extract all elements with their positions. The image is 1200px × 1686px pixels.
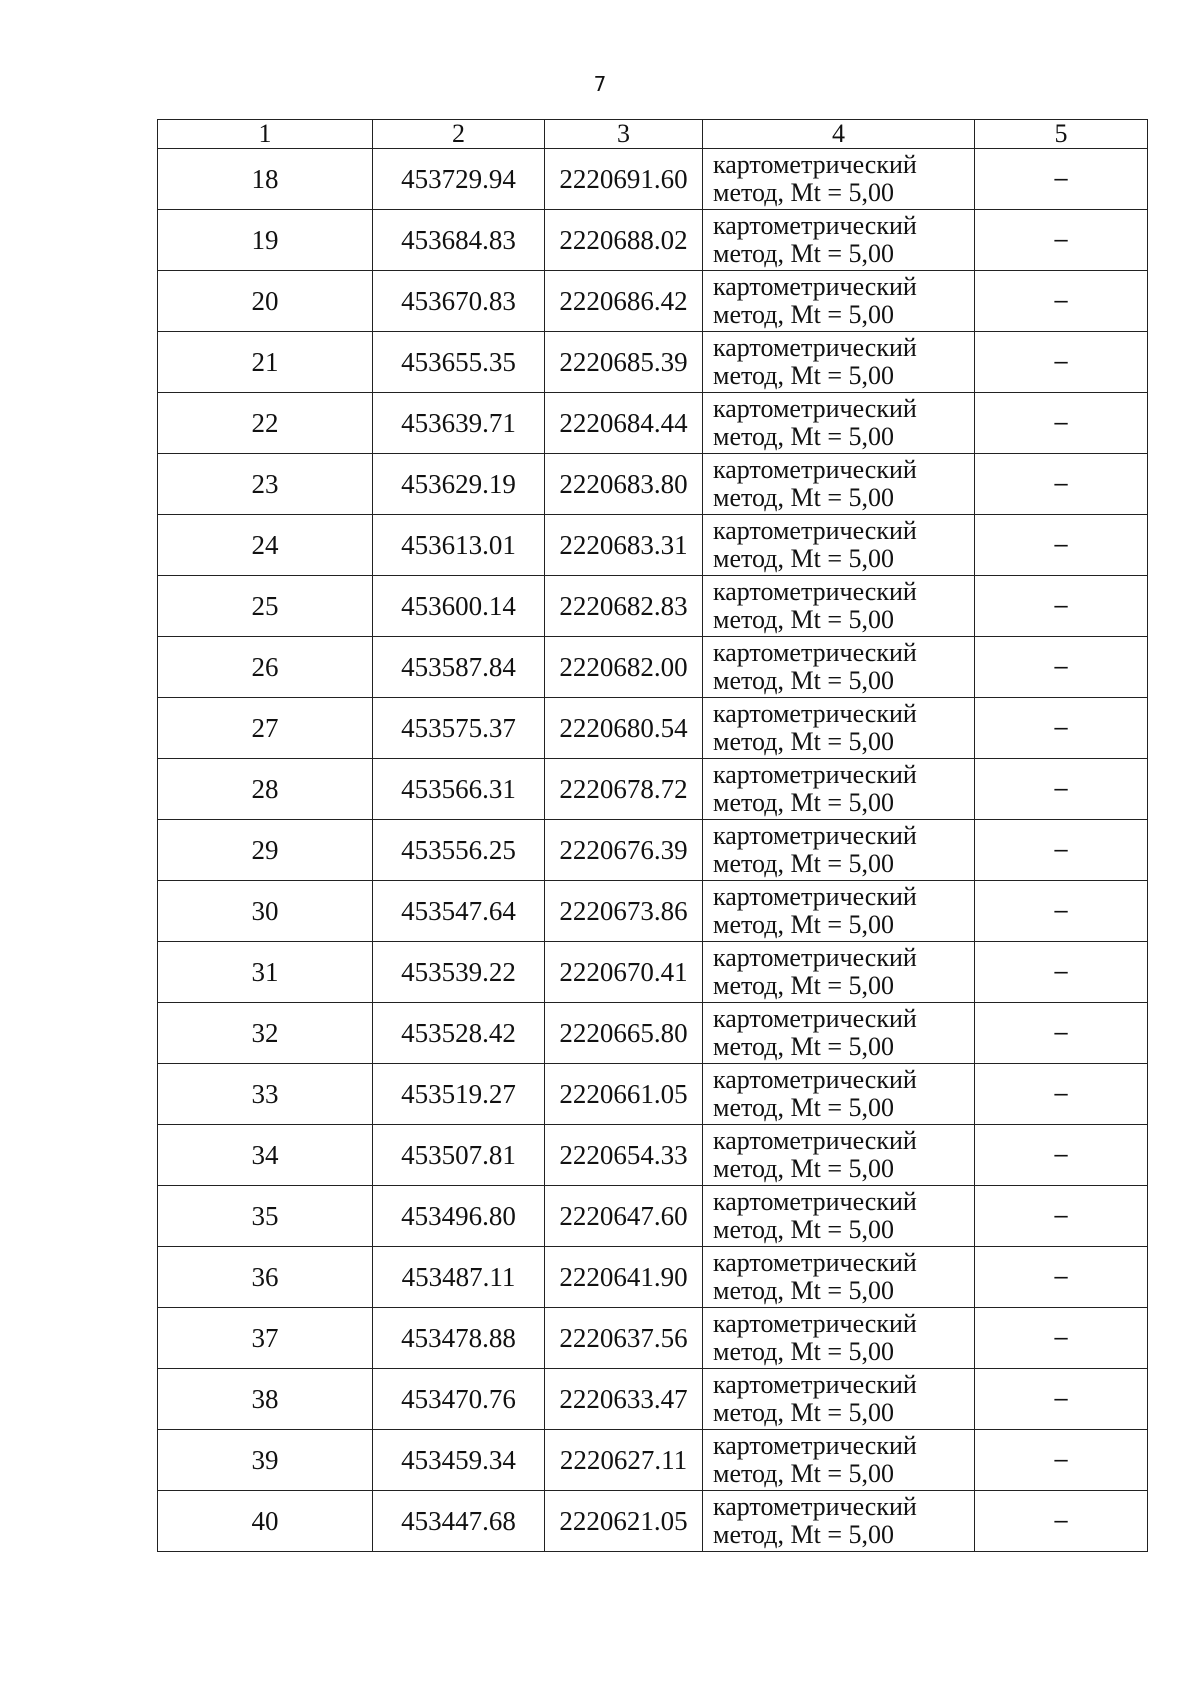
page-number: 7 (593, 72, 607, 96)
method-line-1: картометрический (713, 1492, 917, 1521)
method-cell (703, 1491, 975, 1552)
y-coordinate-cell: 2220676.39 (545, 820, 703, 881)
y-coordinate-cell: 2220678.72 (545, 759, 703, 820)
note-cell: – (975, 1247, 1148, 1308)
table-row (158, 332, 1148, 393)
method-cell (703, 1186, 975, 1247)
method-line-1: картометрический (713, 1004, 917, 1033)
x-coordinate-cell: 453613.01 (373, 515, 545, 576)
method-cell (703, 1064, 975, 1125)
method-cell (703, 759, 975, 820)
table-row (158, 271, 1148, 332)
point-number-cell: 31 (158, 942, 373, 1003)
table-row (158, 942, 1148, 1003)
table-row (158, 881, 1148, 942)
y-coordinate-cell: 2220633.47 (545, 1369, 703, 1430)
x-coordinate-cell: 453655.35 (373, 332, 545, 393)
point-number-cell: 27 (158, 698, 373, 759)
method-cell (703, 332, 975, 393)
point-number-cell: 39 (158, 1430, 373, 1491)
x-coordinate-cell: 453547.64 (373, 881, 545, 942)
method-line-2: метод, Mt = 5,00 (713, 1337, 894, 1366)
note-cell: – (975, 1430, 1148, 1491)
y-coordinate-cell: 2220665.80 (545, 1003, 703, 1064)
y-coordinate-cell: 2220691.60 (545, 149, 703, 210)
point-number-cell: 20 (158, 271, 373, 332)
point-number-cell: 22 (158, 393, 373, 454)
y-coordinate-cell: 2220654.33 (545, 1125, 703, 1186)
note-cell: – (975, 332, 1148, 393)
table-row (158, 1125, 1148, 1186)
method-line-1: картометрический (713, 455, 917, 484)
method-line-1: картометрический (713, 333, 917, 362)
table-row (158, 1491, 1148, 1552)
y-coordinate-cell: 2220685.39 (545, 332, 703, 393)
point-number-cell: 24 (158, 515, 373, 576)
x-coordinate-cell: 453575.37 (373, 698, 545, 759)
point-number-cell: 38 (158, 1369, 373, 1430)
method-cell (703, 1003, 975, 1064)
table-row (158, 576, 1148, 637)
method-cell (703, 393, 975, 454)
table-row (158, 1308, 1148, 1369)
method-line-1: картометрический (713, 1187, 917, 1216)
method-line-2: метод, Mt = 5,00 (713, 1154, 894, 1183)
table-row (158, 1247, 1148, 1308)
table-row (158, 698, 1148, 759)
method-line-1: картометрический (713, 1309, 917, 1338)
method-line-1: картометрический (713, 272, 917, 301)
method-line-2: метод, Mt = 5,00 (713, 361, 894, 390)
point-number-cell: 32 (158, 1003, 373, 1064)
point-number-cell: 29 (158, 820, 373, 881)
table-row (158, 759, 1148, 820)
point-number-cell: 40 (158, 1491, 373, 1552)
method-line-1: картометрический (713, 760, 917, 789)
method-line-2: метод, Mt = 5,00 (713, 239, 894, 268)
y-coordinate-cell: 2220683.31 (545, 515, 703, 576)
x-coordinate-cell: 453507.81 (373, 1125, 545, 1186)
x-coordinate-cell: 453670.83 (373, 271, 545, 332)
method-line-1: картометрический (713, 943, 917, 972)
table-row (158, 1064, 1148, 1125)
note-cell: – (975, 1369, 1148, 1430)
x-coordinate-cell: 453470.76 (373, 1369, 545, 1430)
method-cell (703, 210, 975, 271)
method-line-2: метод, Mt = 5,00 (713, 1032, 894, 1061)
method-cell (703, 1430, 975, 1491)
note-cell: – (975, 881, 1148, 942)
method-line-1: картометрический (713, 516, 917, 545)
method-line-2: метод, Mt = 5,00 (713, 300, 894, 329)
x-coordinate-cell: 453519.27 (373, 1064, 545, 1125)
x-coordinate-cell: 453600.14 (373, 576, 545, 637)
table-row (158, 393, 1148, 454)
y-coordinate-cell: 2220641.90 (545, 1247, 703, 1308)
method-line-1: картометрический (713, 211, 917, 240)
method-line-2: метод, Mt = 5,00 (713, 605, 894, 634)
x-coordinate-cell: 453684.83 (373, 210, 545, 271)
x-coordinate-cell: 453556.25 (373, 820, 545, 881)
table-body (158, 149, 1148, 1552)
note-cell: – (975, 698, 1148, 759)
method-line-1: картометрический (713, 1248, 917, 1277)
point-number-cell: 34 (158, 1125, 373, 1186)
point-number-cell: 36 (158, 1247, 373, 1308)
note-cell: – (975, 515, 1148, 576)
method-line-1: картометрический (713, 1370, 917, 1399)
method-line-1: картометрический (713, 882, 917, 911)
method-line-1: картометрический (713, 1065, 917, 1094)
x-coordinate-cell: 453566.31 (373, 759, 545, 820)
point-number-cell: 30 (158, 881, 373, 942)
method-line-2: метод, Mt = 5,00 (713, 1093, 894, 1122)
method-cell (703, 1369, 975, 1430)
x-coordinate-cell: 453587.84 (373, 637, 545, 698)
x-coordinate-cell: 453487.11 (373, 1247, 545, 1308)
y-coordinate-cell: 2220686.42 (545, 271, 703, 332)
method-line-2: метод, Mt = 5,00 (713, 178, 894, 207)
method-cell (703, 942, 975, 1003)
x-coordinate-cell: 453639.71 (373, 393, 545, 454)
x-coordinate-cell: 453496.80 (373, 1186, 545, 1247)
method-line-2: метод, Mt = 5,00 (713, 1520, 894, 1549)
x-coordinate-cell: 453729.94 (373, 149, 545, 210)
y-coordinate-cell: 2220637.56 (545, 1308, 703, 1369)
y-coordinate-cell: 2220684.44 (545, 393, 703, 454)
method-line-1: картометрический (713, 150, 917, 179)
method-cell (703, 637, 975, 698)
column-header-4: 4 (703, 120, 975, 149)
method-cell (703, 881, 975, 942)
point-number-cell: 35 (158, 1186, 373, 1247)
table-row (158, 820, 1148, 881)
note-cell: – (975, 637, 1148, 698)
point-number-cell: 18 (158, 149, 373, 210)
point-number-cell: 33 (158, 1064, 373, 1125)
y-coordinate-cell: 2220682.83 (545, 576, 703, 637)
method-line-2: метод, Mt = 5,00 (713, 1276, 894, 1305)
x-coordinate-cell: 453539.22 (373, 942, 545, 1003)
method-line-2: метод, Mt = 5,00 (713, 422, 894, 451)
method-line-1: картометрический (713, 394, 917, 423)
method-line-1: картометрический (713, 699, 917, 728)
column-header-5: 5 (975, 120, 1148, 149)
point-number-cell: 37 (158, 1308, 373, 1369)
column-header-2: 2 (373, 120, 545, 149)
x-coordinate-cell: 453629.19 (373, 454, 545, 515)
point-number-cell: 19 (158, 210, 373, 271)
note-cell: – (975, 1064, 1148, 1125)
y-coordinate-cell: 2220647.60 (545, 1186, 703, 1247)
point-number-cell: 25 (158, 576, 373, 637)
y-coordinate-cell: 2220688.02 (545, 210, 703, 271)
y-coordinate-cell: 2220683.80 (545, 454, 703, 515)
point-number-cell: 26 (158, 637, 373, 698)
method-line-1: картометрический (713, 577, 917, 606)
method-cell (703, 1247, 975, 1308)
method-line-2: метод, Mt = 5,00 (713, 1215, 894, 1244)
x-coordinate-cell: 453478.88 (373, 1308, 545, 1369)
note-cell: – (975, 1491, 1148, 1552)
note-cell: – (975, 759, 1148, 820)
point-number-cell: 28 (158, 759, 373, 820)
method-cell (703, 820, 975, 881)
table-header-row (158, 120, 1148, 149)
method-line-1: картометрический (713, 821, 917, 850)
method-cell (703, 515, 975, 576)
method-line-2: метод, Mt = 5,00 (713, 910, 894, 939)
note-cell: – (975, 1125, 1148, 1186)
method-line-2: метод, Mt = 5,00 (713, 544, 894, 573)
method-cell (703, 454, 975, 515)
method-cell (703, 271, 975, 332)
coordinates-table (157, 119, 1148, 1552)
table-row (158, 1430, 1148, 1491)
x-coordinate-cell: 453447.68 (373, 1491, 545, 1552)
note-cell: – (975, 1186, 1148, 1247)
method-line-1: картометрический (713, 1126, 917, 1155)
table-row (158, 515, 1148, 576)
table-row (158, 1369, 1148, 1430)
method-line-2: метод, Mt = 5,00 (713, 666, 894, 695)
method-line-2: метод, Mt = 5,00 (713, 483, 894, 512)
table-row (158, 1186, 1148, 1247)
table-row (158, 454, 1148, 515)
method-cell (703, 698, 975, 759)
method-line-2: метод, Mt = 5,00 (713, 849, 894, 878)
method-cell (703, 1308, 975, 1369)
y-coordinate-cell: 2220682.00 (545, 637, 703, 698)
table-row (158, 637, 1148, 698)
table-row (158, 1003, 1148, 1064)
note-cell: – (975, 393, 1148, 454)
note-cell: – (975, 1003, 1148, 1064)
method-line-1: картометрический (713, 638, 917, 667)
table-row (158, 210, 1148, 271)
method-line-1: картометрический (713, 1431, 917, 1460)
note-cell: – (975, 210, 1148, 271)
note-cell: – (975, 820, 1148, 881)
point-number-cell: 21 (158, 332, 373, 393)
note-cell: – (975, 1308, 1148, 1369)
method-line-2: метод, Mt = 5,00 (713, 1459, 894, 1488)
method-line-2: метод, Mt = 5,00 (713, 727, 894, 756)
y-coordinate-cell: 2220627.11 (545, 1430, 703, 1491)
note-cell: – (975, 149, 1148, 210)
method-line-2: метод, Mt = 5,00 (713, 788, 894, 817)
method-line-2: метод, Mt = 5,00 (713, 971, 894, 1000)
note-cell: – (975, 454, 1148, 515)
column-header-3: 3 (545, 120, 703, 149)
y-coordinate-cell: 2220673.86 (545, 881, 703, 942)
y-coordinate-cell: 2220670.41 (545, 942, 703, 1003)
x-coordinate-cell: 453459.34 (373, 1430, 545, 1491)
method-cell (703, 149, 975, 210)
method-line-2: метод, Mt = 5,00 (713, 1398, 894, 1427)
note-cell: – (975, 576, 1148, 637)
column-header-1: 1 (158, 120, 373, 149)
note-cell: – (975, 942, 1148, 1003)
point-number-cell: 23 (158, 454, 373, 515)
method-cell (703, 576, 975, 637)
note-cell: – (975, 271, 1148, 332)
table-row (158, 149, 1148, 210)
method-cell (703, 1125, 975, 1186)
y-coordinate-cell: 2220621.05 (545, 1491, 703, 1552)
x-coordinate-cell: 453528.42 (373, 1003, 545, 1064)
y-coordinate-cell: 2220680.54 (545, 698, 703, 759)
y-coordinate-cell: 2220661.05 (545, 1064, 703, 1125)
